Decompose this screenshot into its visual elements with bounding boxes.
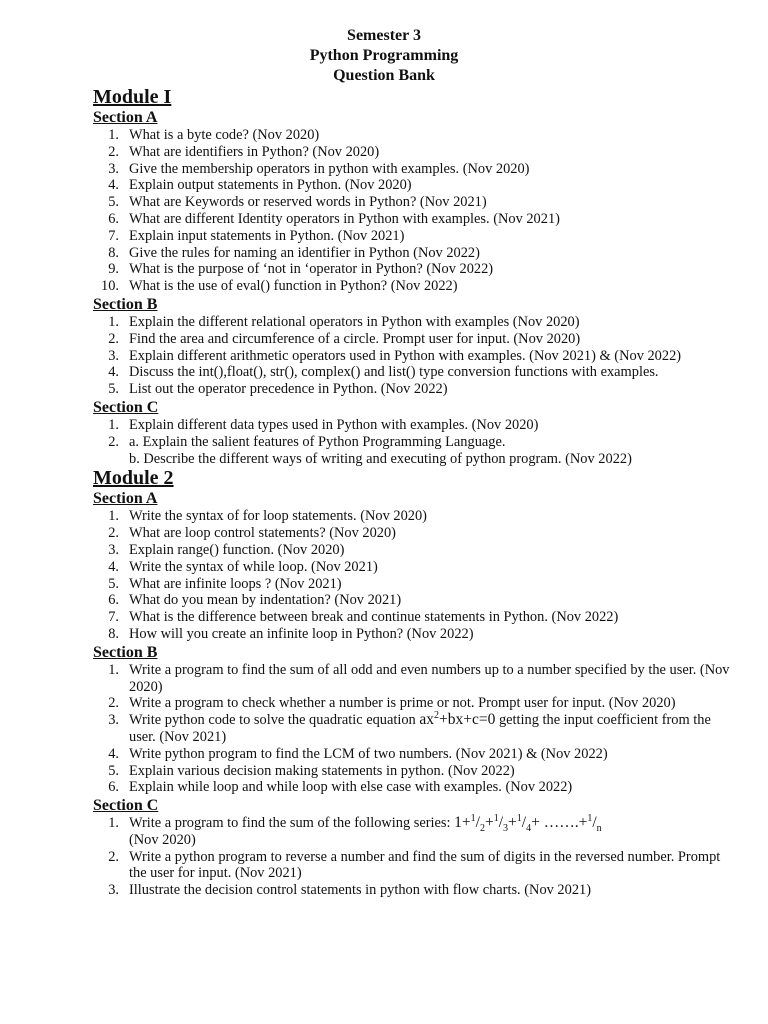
question-number: 4.	[108, 177, 119, 194]
question-number: 1.	[108, 127, 119, 143]
question-text: Give the membership operators in python with examples. (Nov 2020)	[129, 160, 530, 177]
question-text-before: Write a program to find the sum of the following series:	[129, 815, 455, 832]
question-text: Explain various decision making statements in python. (Nov 2022)	[129, 762, 515, 779]
question-text: Write a python program to reverse a number and find the sum of digits in the reversed number. Prompt the user for input. (Nov 2021)	[129, 848, 721, 882]
question-number: 8.	[108, 625, 119, 642]
question-text: What is the use of eval() function in Python? (Nov 2022)	[129, 278, 458, 295]
module-heading: Module 2	[93, 467, 174, 490]
equation-exponent: 2	[433, 709, 439, 721]
question-item	[93, 144, 733, 161]
series-denominator: 2	[479, 823, 485, 835]
question-number: 5.	[108, 381, 119, 398]
question-text: What do you mean by indentation? (Nov 2021)	[129, 592, 402, 609]
question-text: Illustrate the decision control statements in python with flow charts. (Nov 2021)	[129, 882, 592, 899]
question-item	[93, 228, 733, 245]
question-text: List out the operator precedence in Python. (Nov 2022)	[129, 381, 448, 398]
question-item	[93, 576, 733, 593]
question-item	[93, 508, 733, 525]
course-title: Python Programming	[309, 47, 459, 64]
question-text-continued: (Nov 2020)	[129, 831, 196, 848]
question-item	[93, 746, 733, 763]
question-number: 3.	[108, 541, 119, 558]
question-text: How will you create an infinite loop in Python? (Nov 2022)	[129, 625, 474, 642]
question-list	[93, 314, 733, 398]
question-item	[93, 211, 733, 228]
question-text: Explain while loop and while loop with else case with examples. (Nov 2022)	[129, 779, 573, 796]
document-header	[0, 26, 768, 86]
question-text: Explain different data types used in Python with examples. (Nov 2020)	[129, 416, 539, 433]
question-item	[93, 331, 733, 348]
question-item	[93, 434, 733, 468]
doc-type-title: Question Bank	[333, 67, 435, 84]
question-number: 3.	[108, 160, 119, 177]
question-number: 2.	[108, 330, 119, 347]
series-numerator: 1	[587, 812, 593, 824]
question-number: 8.	[108, 244, 119, 261]
series-expression: $1+^1/_2+^1/_3+^1/_4+$ $\dots\dots.+^1/_n$	[454, 812, 602, 835]
question-text: Give the rules for naming an identifier in Python (Nov 2022)	[129, 244, 480, 261]
question-number: 7.	[108, 227, 119, 244]
question-text: What are Keywords or reserved words in Python? (Nov 2021)	[129, 194, 487, 211]
question-text: Write a program to find the sum of all odd and even numbers up to a number specified by the user. (Nov 2020)	[129, 661, 730, 695]
equation-rest: +bx+c=0	[438, 711, 496, 729]
question-number: 3.	[108, 712, 119, 729]
series-term: 1+	[454, 814, 471, 832]
question-item	[93, 381, 733, 398]
question-text: What is the purpose of ‘not in ‘operator in Python? (Nov 2022)	[129, 261, 494, 278]
question-text: Write the syntax of while loop. (Nov 2021)	[129, 558, 378, 575]
question-number: 6.	[108, 210, 119, 227]
question-text-continued: b. Describe the different ways of writing and executing of python program. (Nov 2022)	[129, 450, 632, 467]
question-number: 4.	[108, 558, 119, 575]
question-item	[93, 662, 733, 696]
question-item	[93, 882, 733, 899]
question-item	[93, 348, 733, 365]
question-text: What are infinite loops ? (Nov 2021)	[129, 575, 342, 592]
question-item	[93, 695, 733, 712]
question-text: a. Explain the salient features of Python Programming Language.	[129, 433, 506, 450]
question-item	[93, 177, 733, 194]
question-number: 2.	[108, 695, 119, 712]
question-number: 1.	[108, 508, 119, 525]
question-item	[93, 161, 733, 178]
question-text: What are identifiers in Python? (Nov 2020)	[129, 143, 380, 160]
series-denominator: 3	[503, 823, 509, 835]
question-text: Explain the different relational operators in Python with examples (Nov 2020)	[129, 313, 580, 330]
question-list	[93, 508, 733, 642]
question-item	[93, 314, 733, 331]
question-text: Find the area and circumference of a circle. Prompt user for input. (Nov 2020)	[129, 330, 581, 347]
question-text-before: Write python code to solve the quadratic equation	[129, 712, 420, 729]
question-item	[93, 194, 733, 211]
question-list	[93, 127, 733, 295]
question-item	[93, 626, 733, 643]
question-text: Explain different arithmetic operators used in Python with examples. (Nov 2021) & (Nov 2022)	[129, 347, 682, 364]
question-item	[93, 763, 733, 780]
series-numerator: 1	[493, 812, 499, 824]
question-item	[93, 559, 733, 576]
section-heading: Section A	[93, 109, 158, 126]
question-number: 1.	[108, 313, 119, 330]
section-heading: Section C	[93, 398, 159, 416]
series-ellipsis: + …….+	[531, 814, 588, 832]
series-denominator: n	[596, 823, 602, 835]
question-item	[93, 127, 733, 144]
question-number: 1.	[108, 416, 119, 433]
question-number: 10.	[101, 278, 119, 295]
question-bank-content	[93, 86, 733, 899]
question-item	[93, 709, 733, 746]
question-item	[93, 245, 733, 262]
question-item	[93, 542, 733, 559]
question-text: Write the syntax of for loop statements. (Nov 2020)	[129, 508, 427, 525]
series-denominator: 4	[526, 823, 532, 835]
question-item	[93, 592, 733, 609]
question-item	[93, 364, 733, 381]
section-heading: Section A	[93, 490, 158, 508]
question-item	[93, 609, 733, 626]
question-item	[93, 261, 733, 278]
question-item	[93, 812, 733, 849]
question-number: 5.	[108, 194, 119, 211]
equation-term: ax	[419, 711, 434, 729]
question-number: 6.	[108, 592, 119, 609]
section-heading: Section B	[93, 295, 158, 313]
question-number: 3.	[108, 882, 119, 899]
module-heading: Module I	[93, 86, 172, 108]
question-list	[93, 662, 733, 796]
question-text-after: getting the input coefficient from the user. (Nov 2021)	[129, 712, 711, 745]
question-number: 4.	[108, 364, 119, 381]
semester-title: Semester 3	[347, 27, 421, 44]
question-number: 6.	[108, 779, 119, 796]
question-text: What are different Identity operators in Python with examples. (Nov 2021)	[129, 210, 560, 227]
question-text: Discuss the int(),float(), str(), complex() and list() type conversion functions with examples.	[129, 364, 659, 381]
section-heading: Section B	[93, 643, 158, 661]
question-number: 9.	[108, 261, 119, 278]
question-number: 2.	[108, 433, 119, 450]
question-item	[93, 525, 733, 542]
question-number: 5.	[108, 575, 119, 592]
question-item	[93, 779, 733, 796]
quadratic-equation	[419, 711, 495, 728]
question-text: Write a program to check whether a number is prime or not. Prompt user for input. (Nov 2020)	[129, 695, 676, 712]
question-text: What are loop control statements? (Nov 2020)	[129, 525, 396, 542]
question-item	[93, 278, 733, 295]
series-numerator: 1	[470, 812, 476, 824]
question-number: 7.	[108, 609, 119, 626]
question-text	[129, 709, 733, 746]
question-number: 2.	[108, 143, 119, 160]
question-number: 2.	[108, 848, 119, 865]
series-numerator: 1	[516, 812, 522, 824]
question-item	[93, 417, 733, 434]
question-number: 1.	[108, 661, 119, 678]
question-number: 4.	[108, 745, 119, 762]
question-text: Explain output statements in Python. (Nov 2020)	[129, 177, 412, 194]
question-text: Explain input statements in Python. (Nov 2021)	[129, 227, 405, 244]
question-number: 2.	[108, 525, 119, 542]
question-item	[93, 849, 733, 883]
section-heading: Section C	[93, 797, 159, 815]
question-list	[93, 812, 733, 899]
question-number: 3.	[108, 347, 119, 364]
question-text: Write python program to find the LCM of two numbers. (Nov 2021) & (Nov 2022)	[129, 745, 608, 762]
question-number: 1.	[108, 815, 119, 832]
question-number: 5.	[108, 762, 119, 779]
question-text: Explain range() function. (Nov 2020)	[129, 541, 345, 558]
question-text: What is a byte code? (Nov 2020)	[129, 127, 320, 143]
question-text: What is the difference between break and continue statements in Python. (Nov 2022)	[129, 609, 619, 626]
question-list	[93, 417, 733, 467]
question-text	[129, 812, 733, 835]
